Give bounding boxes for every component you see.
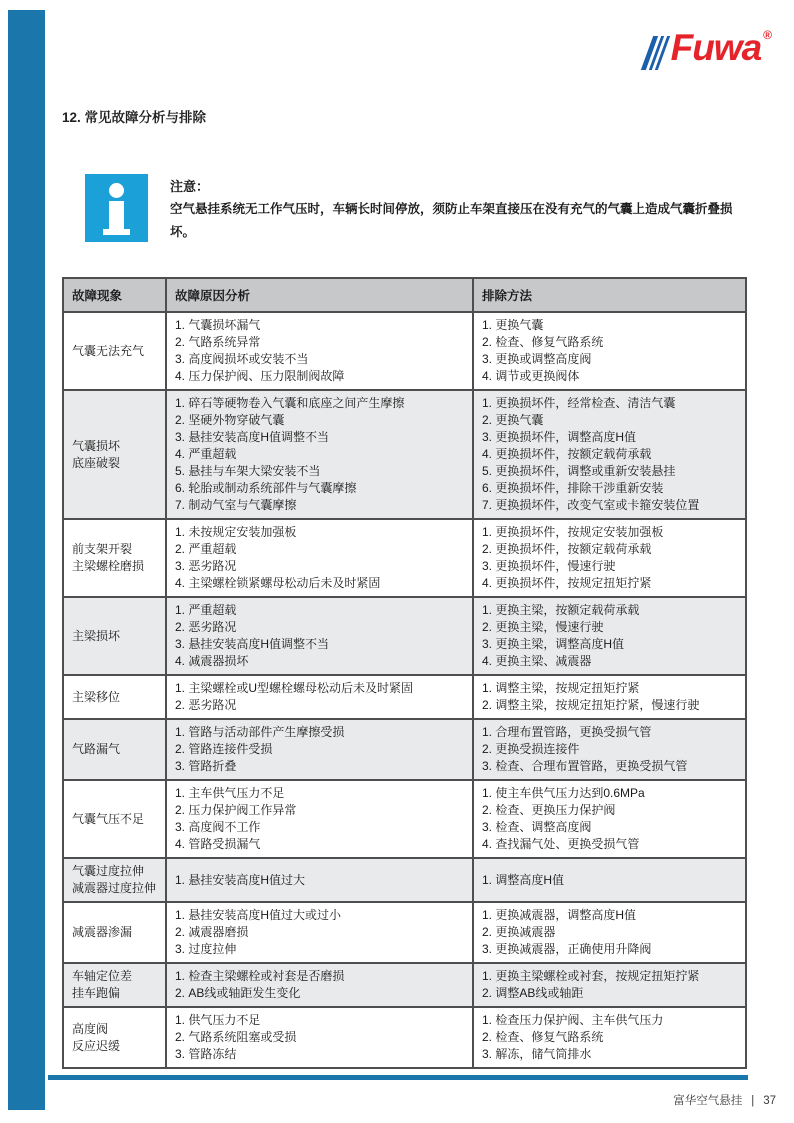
- footer: [673, 1092, 776, 1108]
- fault-remedy-cell: 1. 更换主梁螺栓或衬套，按规定扭矩拧紧 2. 调整AB线或轴距: [473, 963, 746, 1007]
- fault-remedy-cell: 1. 更换损坏件，经常检查、清洁气囊 2. 更换气囊 3. 更换损坏件，调整高度H值 4. 更换损坏件，按额定载荷承载 5. 更换损坏件，调整或重新安装悬挂 6. 更换损坏件，排除干涉重新安装 7. 更换损坏件，改变气室或卡箍安装位置: [473, 390, 746, 519]
- logo-text: Fuwa: [670, 27, 762, 68]
- table-row: [63, 858, 746, 902]
- fault-remedy-cell: 1. 调整主梁，按规定扭矩拧紧 2. 调整主梁，按规定扭矩拧紧，慢速行驶: [473, 675, 746, 719]
- info-icon: [85, 174, 148, 242]
- note-text: 空气悬挂系统无工作气压时，车辆长时间停放，须防止车架直接压在没有充气的气囊上造成气囊折叠损坏。: [170, 202, 733, 239]
- fault-symptom-cell: 气囊无法充气: [63, 312, 166, 390]
- fault-causes-cell: 1. 气囊损坏漏气 2. 气路系统异常 3. 高度阀损坏或安装不当 4. 压力保护阀、压力限制阀故障: [166, 312, 473, 390]
- fault-symptom-cell: 减震器渗漏: [63, 902, 166, 963]
- header-fault-symptom: 故障现象: [63, 278, 166, 312]
- fault-symptom-cell: 车轴定位差 挂车跑偏: [63, 963, 166, 1007]
- fault-causes-cell: 1. 碎石等硬物卷入气囊和底座之间产生摩擦 2. 坚硬外物穿破气囊 3. 悬挂安装高度H值调整不当 4. 严重超载 5. 悬挂与车架大梁安装不当 6. 轮胎或制动系统部件与气囊摩擦 7. 制动气室与气囊摩擦: [166, 390, 473, 519]
- footer-rule: [48, 1075, 748, 1080]
- logo-slashes-icon: [647, 36, 667, 70]
- footer-page-number: 37: [763, 1095, 776, 1107]
- page-title: 12. 常见故障分析与排除: [62, 110, 207, 125]
- fault-remedy-cell: 1. 使主车供气压力达到0.6MPa 2. 检查、更换压力保护阀 3. 检查、调整高度阀 4. 查找漏气处、更换受损气管: [473, 780, 746, 858]
- table-header-row: [63, 278, 746, 312]
- table-row: [63, 312, 746, 390]
- fault-causes-cell: 1. 主梁螺栓或U型螺栓螺母松动后未及时紧固 2. 恶劣路况: [166, 675, 473, 719]
- note-callout: [85, 172, 733, 244]
- left-accent-bar: [8, 10, 45, 1110]
- fault-causes-cell: 1. 供气压力不足 2. 气路系统阻塞或受损 3. 管路冻结: [166, 1007, 473, 1068]
- fault-remedy-cell: 1. 更换主梁，按额定载荷承载 2. 更换主梁，慢速行驶 3. 更换主梁，调整高度H值 4. 更换主梁、减震器: [473, 597, 746, 675]
- table-row: [63, 1007, 746, 1068]
- fault-remedy-cell: 1. 更换损坏件，按规定安装加强板 2. 更换损坏件，按额定载荷承载 3. 更换损坏件，慢速行驶 4. 更换损坏件，按规定扭矩拧紧: [473, 519, 746, 597]
- header-fault-cause: 故障原因分析: [166, 278, 473, 312]
- fault-symptom-cell: 气囊气压不足: [63, 780, 166, 858]
- table-row: [63, 597, 746, 675]
- table-row: [63, 963, 746, 1007]
- table-row: [63, 719, 746, 780]
- footer-separator: |: [751, 1095, 755, 1107]
- fault-remedy-cell: 1. 更换减震器，调整高度H值 2. 更换减震器 3. 更换减震器，正确使用升降阀: [473, 902, 746, 963]
- note-label: 注意：: [170, 179, 210, 194]
- fault-symptom-cell: 主梁损坏: [63, 597, 166, 675]
- fault-symptom-cell: 主梁移位: [63, 675, 166, 719]
- table-row: [63, 675, 746, 719]
- table-row: [63, 390, 746, 519]
- table-row: [63, 780, 746, 858]
- fault-causes-cell: 1. 管路与活动部件产生摩擦受损 2. 管路连接件受损 3. 管路折叠: [166, 719, 473, 780]
- fault-remedy-cell: 1. 调整高度H值: [473, 858, 746, 902]
- fault-symptom-cell: 前支架开裂 主梁螺栓磨损: [63, 519, 166, 597]
- table-row: [63, 519, 746, 597]
- fault-causes-cell: 1. 未按规定安装加强板 2. 严重超载 3. 恶劣路况 4. 主梁螺栓锁紧螺母松动后未及时紧固: [166, 519, 473, 597]
- header-remedy: 排除方法: [473, 278, 746, 312]
- fault-table-body: [63, 312, 746, 1068]
- fault-table: [62, 277, 747, 1069]
- fault-symptom-cell: 气路漏气: [63, 719, 166, 780]
- fault-causes-cell: 1. 悬挂安装高度H值过大: [166, 858, 473, 902]
- fuwa-logo: [647, 26, 772, 70]
- fault-symptom-cell: 气囊损坏 底座破裂: [63, 390, 166, 519]
- fault-symptom-cell: 气囊过度拉伸 减震器过度拉伸: [63, 858, 166, 902]
- fault-remedy-cell: 1. 更换气囊 2. 检查、修复气路系统 3. 更换或调整高度阀 4. 调节或更换阀体: [473, 312, 746, 390]
- note-body: [170, 172, 733, 244]
- fault-causes-cell: 1. 主车供气压力不足 2. 压力保护阀工作异常 3. 高度阀不工作 4. 管路受损漏气: [166, 780, 473, 858]
- fault-causes-cell: 1. 严重超载 2. 恶劣路况 3. 悬挂安装高度H值调整不当 4. 减震器损坏: [166, 597, 473, 675]
- table-row: [63, 902, 746, 963]
- registered-trademark-symbol: ®: [763, 28, 772, 42]
- fault-causes-cell: 1. 检查主梁螺栓或衬套是否磨损 2. AB线或轴距发生变化: [166, 963, 473, 1007]
- fault-remedy-cell: 1. 合理布置管路，更换受损气管 2. 更换受损连接件 3. 检查、合理布置管路，更换受损气管: [473, 719, 746, 780]
- fault-causes-cell: 1. 悬挂安装高度H值过大或过小 2. 减震器磨损 3. 过度拉伸: [166, 902, 473, 963]
- footer-brand: 富华空气悬挂: [673, 1095, 743, 1107]
- fault-symptom-cell: 高度阀 反应迟缓: [63, 1007, 166, 1068]
- fault-remedy-cell: 1. 检查压力保护阀、主车供气压力 2. 检查、修复气路系统 3. 解冻，储气筒排水: [473, 1007, 746, 1068]
